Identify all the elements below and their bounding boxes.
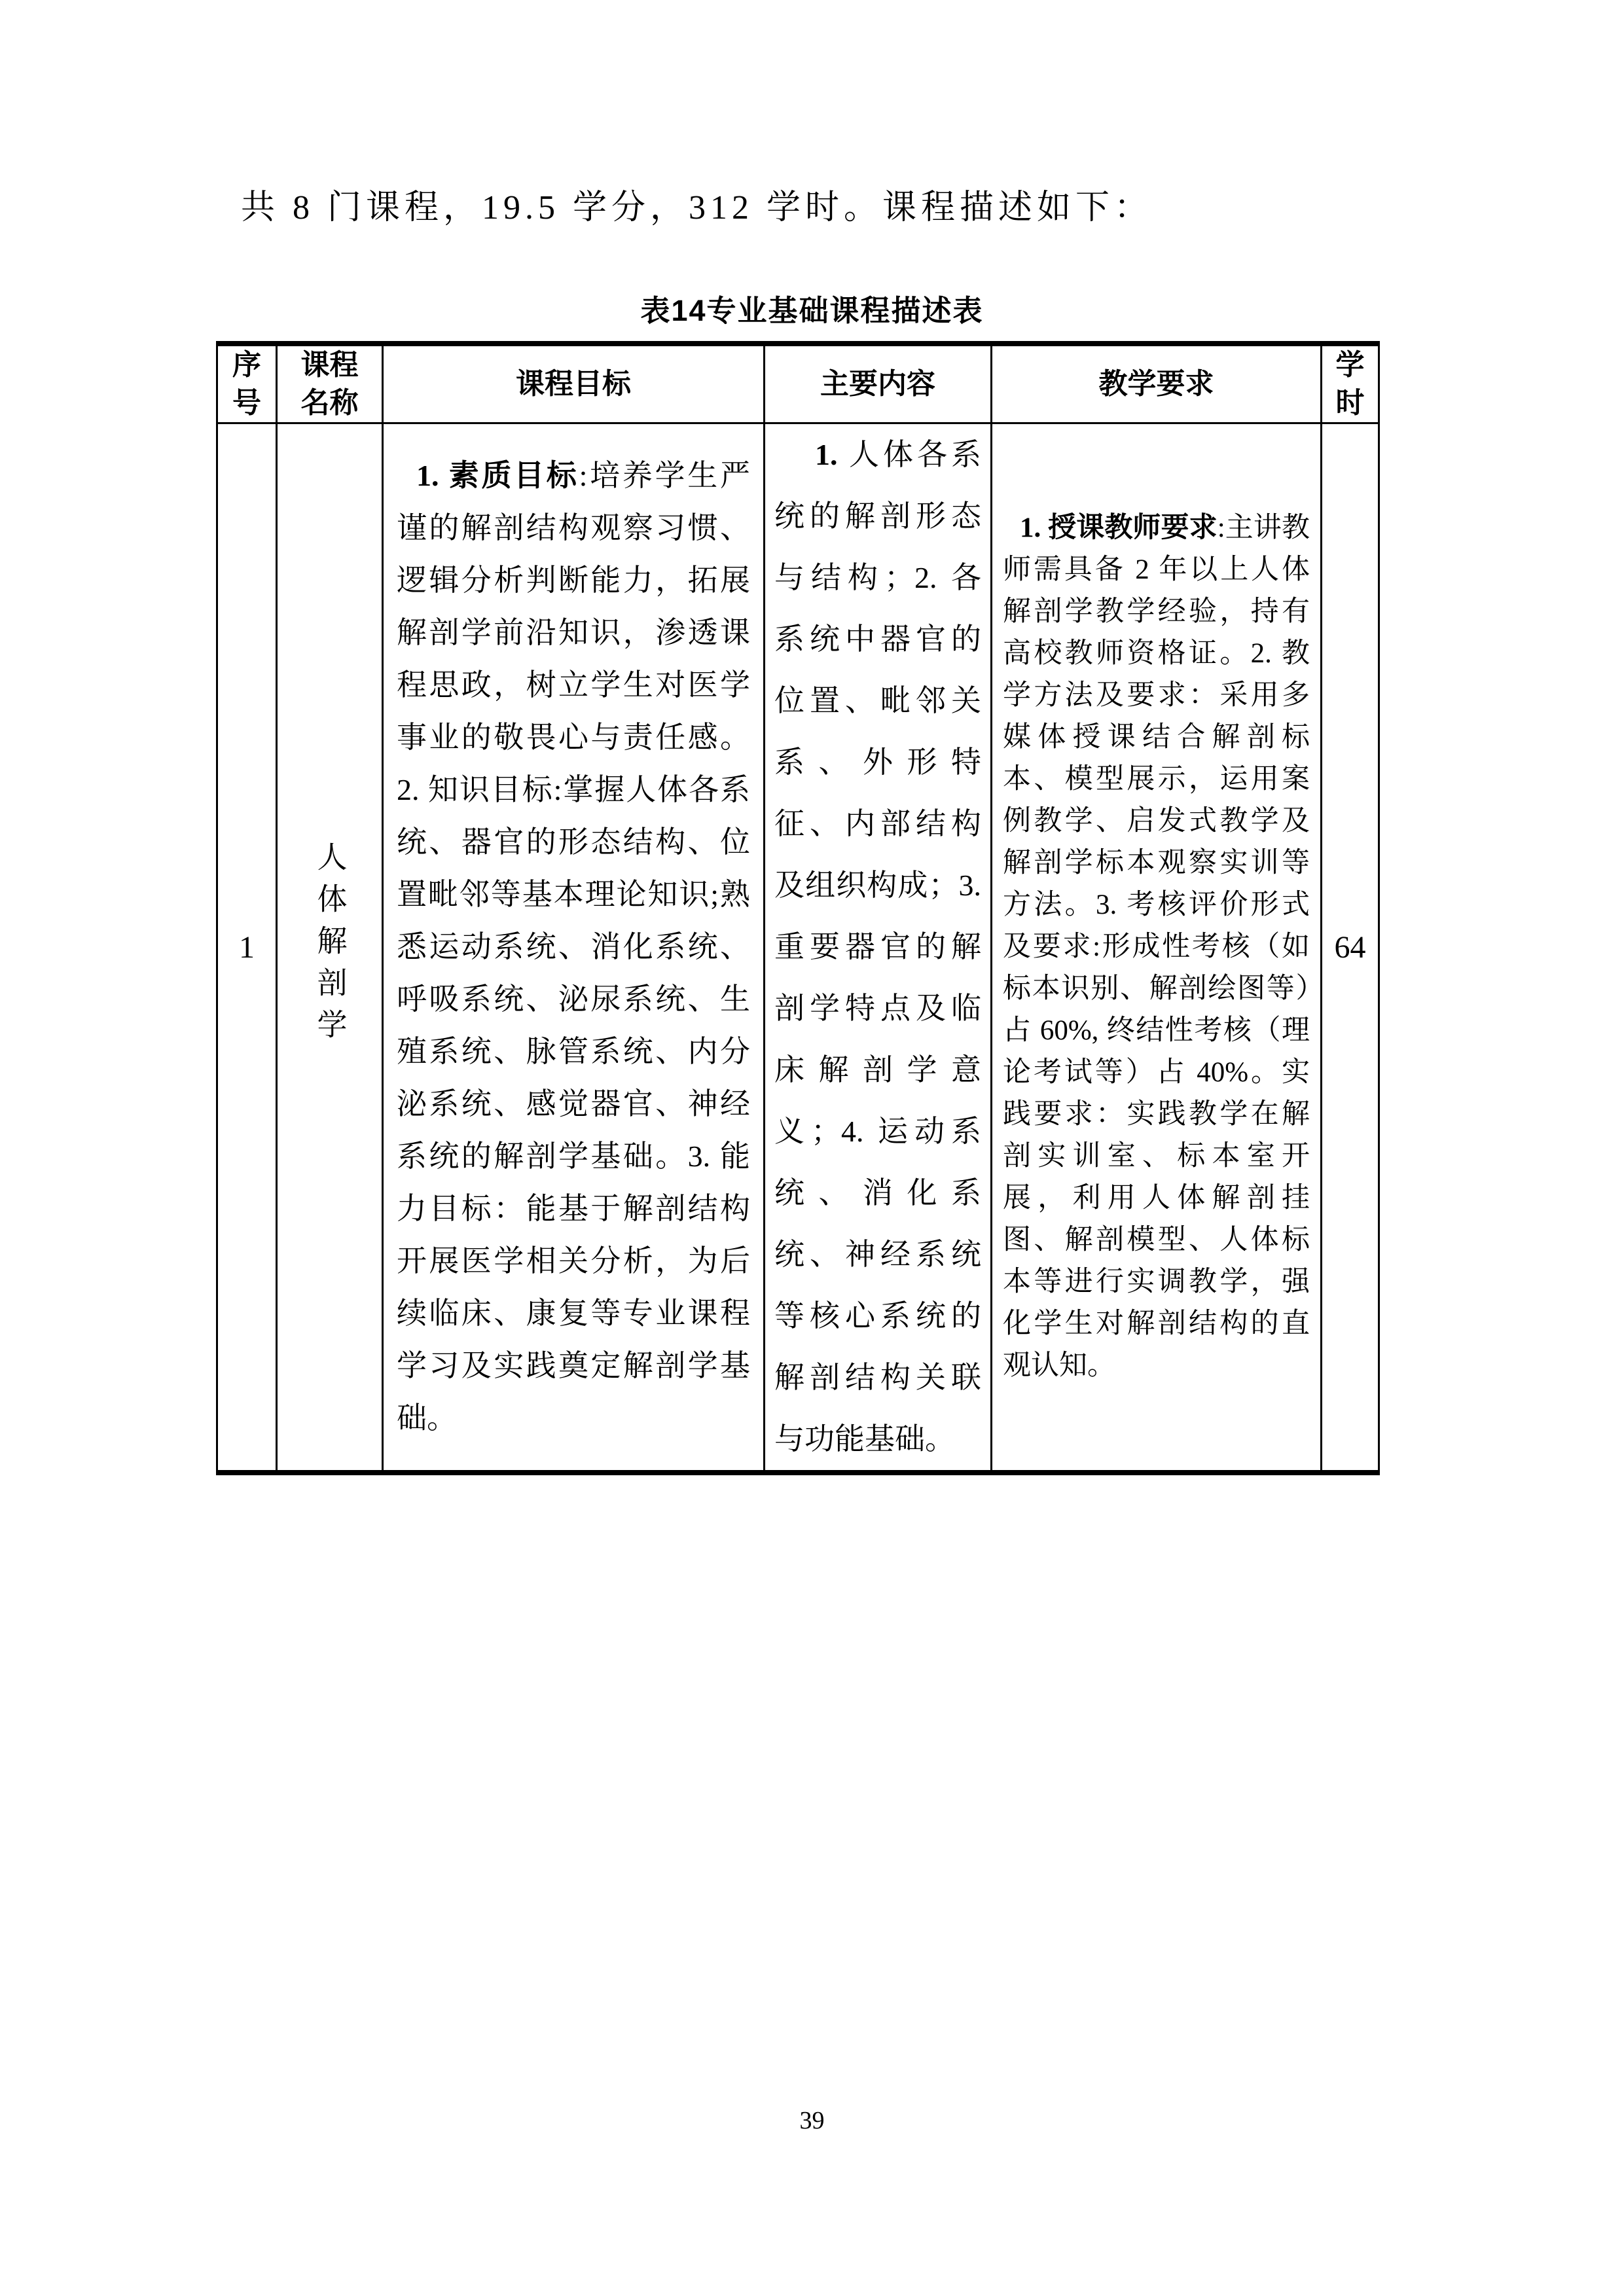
course-description-table [216, 341, 1380, 1475]
header-requirements: 教学要求 [992, 344, 1322, 423]
header-index: 序号 [217, 344, 277, 423]
cell-course-name [277, 423, 383, 1473]
page-number: 39 [799, 2107, 825, 2134]
cell-hours: 64 [1322, 423, 1379, 1473]
cell-teaching-requirements: 1. 授课教师要求:主讲教师需具备 2 年以上人体解剖学教学经验，持有高校教师资格证。2. 教学方法及要求：采用多媒体授课结合解剖标本、模型展示，运用案例教学、启发式教学及解剖学标本观察实训等方法。3. 考核评价形式及要求:形成性考核（如标本识别、解剖绘图等）占 60%, 终结性考核（理论考试等）占 40%。实践要求：实践教学在解剖实训室、标本室开展，利用人体解剖挂图、解剖模型、人体标本等进行实调教学，强化学生对解剖结构的直观认知。 [992, 423, 1322, 1473]
intro-paragraph: 共 8 门课程，19.5 学分，312 学时。课程描述如下： [241, 189, 1153, 226]
cell-main-content: 1. 人体各系统的解剖形态与结构；2. 各系统中器官的位置、毗邻关系、外形特征、内部结构及组织构成；3. 重要器官的解剖学特点及临床解剖学意义；4. 运动系统、消化系统、神经系统等核心系统的解剖结构关联与功能基础。 [765, 423, 992, 1473]
header-hours: 学时 [1322, 344, 1379, 423]
course-name-vertical-text: 人体解剖学 [313, 840, 347, 1050]
table-header-row [217, 344, 1379, 423]
cell-objectives: 1. 素质目标:培养学生严谨的解剖结构观察习惯、逻辑分析判断能力，拓展解剖学前沿知识，渗透课程思政，树立学生对医学事业的敬畏心与责任感。2. 知识目标:掌握人体各系统、器官的形态结构、位置毗邻等基本理论知识;熟悉运动系统、消化系统、呼吸系统、泌尿系统、生殖系统、脉管系统、内分泌系统、感觉器官、神经系统的解剖学基础。3. 能力目标：能基于解剖结构开展医学相关分析，为后续临床、康复等专业课程学习及实践奠定解剖学基础。 [383, 423, 765, 1473]
table-row [217, 423, 1379, 1473]
header-course-name: 课程名称 [277, 344, 383, 423]
header-objectives: 课程目标 [383, 344, 765, 423]
table-title: 表14专业基础课程描述表 [640, 294, 984, 327]
cell-index: 1 [217, 423, 277, 1473]
header-content: 主要内容 [765, 344, 992, 423]
